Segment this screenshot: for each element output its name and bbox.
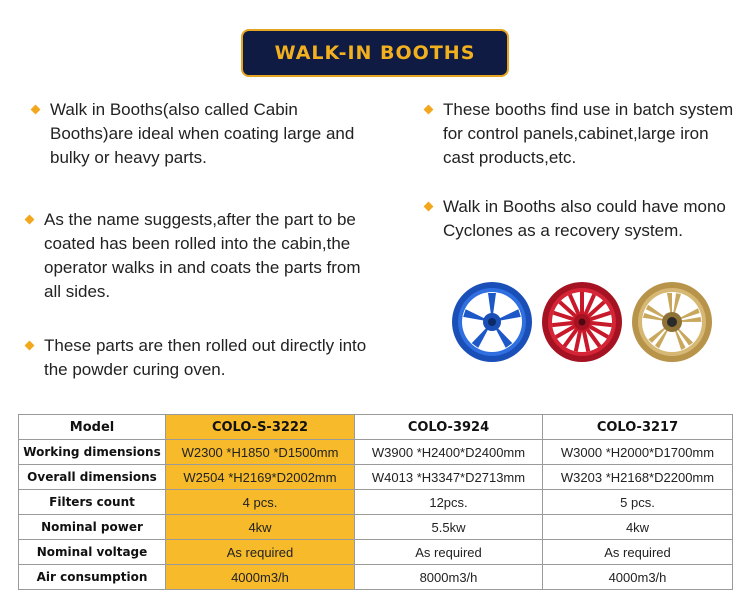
table-row <box>19 515 733 540</box>
diamond-bullet-icon <box>25 341 35 351</box>
bullet-left-2 <box>44 208 361 304</box>
table-cell: 5.5kw <box>355 515 543 540</box>
bullet-line: for control panels,cabinet,large iron <box>443 124 709 143</box>
bullet-line: Walk in Booths(also called Cabin <box>50 100 298 119</box>
table-cell: W3203 *H2168*D2200mm <box>543 465 733 490</box>
table-cell: 4000m3/h <box>166 565 355 590</box>
bullet-left-3 <box>44 334 366 382</box>
diamond-bullet-icon <box>424 202 434 212</box>
table-row <box>19 465 733 490</box>
bullet-line: the powder curing oven. <box>44 360 226 379</box>
table-row <box>19 540 733 565</box>
table-cell: 4000m3/h <box>543 565 733 590</box>
table-row <box>19 440 733 465</box>
diamond-bullet-icon <box>424 105 434 115</box>
table-cell: 4kw <box>543 515 733 540</box>
table-row-label: Nominal power <box>19 515 166 540</box>
table-row-label: Working dimensions <box>19 440 166 465</box>
table-row-label: Nominal voltage <box>19 540 166 565</box>
bullet-line: As the name suggests,after the part to be <box>44 210 356 229</box>
table-row <box>19 490 733 515</box>
table-cell: W3900 *H2400*D2400mm <box>355 440 543 465</box>
blue-wheel-icon <box>451 281 533 363</box>
table-cell: 8000m3/h <box>355 565 543 590</box>
table-header: COLO-S-3222 <box>166 415 355 440</box>
bullet-line: These parts are then rolled out directly into <box>44 336 367 355</box>
table-row-label: Overall dimensions <box>19 465 166 490</box>
table-cell: 4 pcs. <box>166 490 355 515</box>
diamond-bullet-icon <box>31 105 41 115</box>
table-header-row <box>19 415 733 440</box>
bullet-line: operator walks in and coats the parts from <box>44 258 361 277</box>
page-title: WALK-IN BOOTHS <box>274 42 476 64</box>
table-cell: 4kw <box>166 515 355 540</box>
spec-table <box>18 414 733 590</box>
bullet-line: These booths find use in batch system <box>443 100 734 119</box>
bullet-line: all sides. <box>44 282 111 301</box>
gold-wheel-icon <box>631 281 713 363</box>
table-cell: 5 pcs. <box>543 490 733 515</box>
bullet-line: Cyclones as a recovery system. <box>443 221 683 240</box>
bullet-right-2 <box>443 195 726 243</box>
bullet-line: coated has been rolled into the cabin,the <box>44 234 351 253</box>
table-cell: As required <box>166 540 355 565</box>
bullet-line: bulky or heavy parts. <box>50 148 207 167</box>
table-cell: 12pcs. <box>355 490 543 515</box>
table-header: COLO-3924 <box>355 415 543 440</box>
table-cell: As required <box>543 540 733 565</box>
bullet-left-1 <box>50 98 354 170</box>
bullet-line: Walk in Booths also could have mono <box>443 197 726 216</box>
bullet-line: cast products,etc. <box>443 148 577 167</box>
bullet-right-1 <box>443 98 733 170</box>
table-header: Model <box>19 415 166 440</box>
table-cell: W3000 *H2000*D1700mm <box>543 440 733 465</box>
table-row-label: Filters count <box>19 490 166 515</box>
table-cell: W2300 *H1850 *D1500mm <box>166 440 355 465</box>
red-wheel-icon <box>541 281 623 363</box>
table-header: COLO-3217 <box>543 415 733 440</box>
page-title-box <box>241 29 509 77</box>
table-row-label: Air consumption <box>19 565 166 590</box>
table-cell: As required <box>355 540 543 565</box>
table-row <box>19 565 733 590</box>
bullet-line: Booths)are ideal when coating large and <box>50 124 355 143</box>
table-cell: W2504 *H2169*D2002mm <box>166 465 355 490</box>
table-cell: W4013 *H3347*D2713mm <box>355 465 543 490</box>
diamond-bullet-icon <box>25 215 35 225</box>
